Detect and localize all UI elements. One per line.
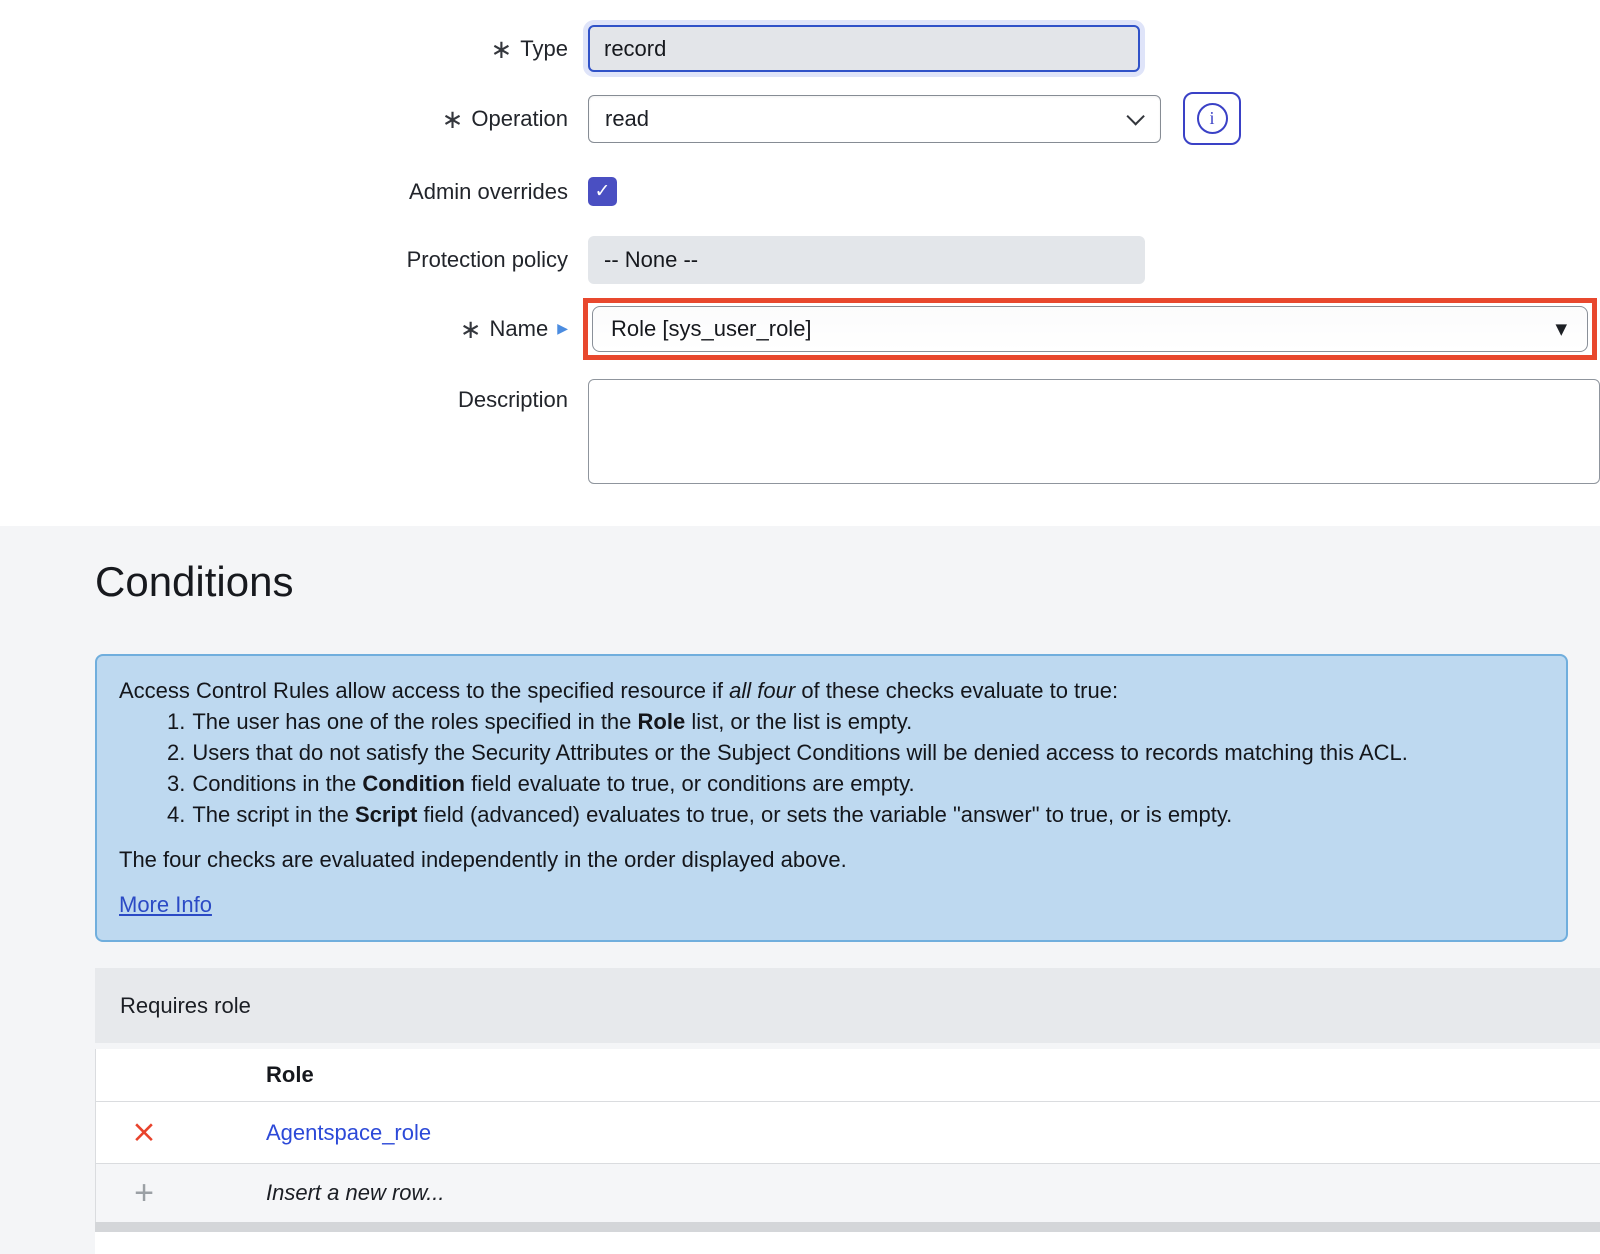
add-row-icon[interactable]: +: [134, 1174, 154, 1212]
field-row-operation: [0, 92, 1600, 145]
required-marker-icon: ∗: [441, 104, 464, 135]
field-row-name: [0, 298, 1600, 360]
description-textarea[interactable]: [588, 379, 1600, 484]
acl-info-message: [95, 654, 1568, 942]
name-label: ∗ Name ▶: [459, 315, 568, 345]
operation-select[interactable]: [588, 95, 1161, 143]
protection-policy-field[interactable]: -- None --: [588, 236, 1145, 284]
chevron-down-icon: [1126, 107, 1144, 125]
info-list-item: 2. Users that do not satisfy the Security Attributes or the Subject Conditions will be denied access to records matching this ACL.: [167, 740, 1408, 765]
info-list-item: 4. The script in the Script field (advanced) evaluates to true, or sets the variable "answer" to true, or is empty.: [167, 802, 1233, 827]
field-row-protection-policy: [0, 236, 1600, 284]
delete-row-icon[interactable]: ×: [131, 1114, 157, 1150]
field-row-admin-overrides: [0, 177, 1600, 206]
name-selected-value: Role [sys_user_role]: [611, 316, 812, 341]
admin-overrides-checkbox[interactable]: [588, 177, 617, 206]
related-list-header: Requires role: [95, 968, 1600, 1043]
acl-form: [0, 0, 1600, 484]
reference-arrow-icon: ▶: [557, 321, 568, 337]
table-header-row: [96, 1049, 1600, 1101]
info-circle-icon: i: [1197, 103, 1228, 134]
info-intro: Access Control Rules allow access to the specified resource if all four of these checks evaluate to true:: [119, 678, 1119, 703]
name-highlight-annotation: [583, 298, 1597, 360]
conditions-section: [0, 526, 1600, 1254]
operation-label: ∗ Operation: [441, 104, 568, 135]
role-link[interactable]: Agentspace_role: [266, 1119, 432, 1145]
description-label: Description: [457, 387, 568, 412]
table-row: [96, 1101, 1600, 1163]
required-marker-icon: ∗: [459, 315, 482, 345]
required-marker-icon: ∗: [490, 34, 513, 65]
caret-down-icon: ▼: [1555, 320, 1567, 338]
insert-new-row[interactable]: [96, 1163, 1600, 1222]
role-column-header: Role: [266, 1062, 314, 1087]
field-row-type: [0, 25, 1600, 72]
type-label: ∗ Type: [490, 34, 568, 65]
info-footer: The four checks are evaluated independently in the order displayed above.: [119, 847, 847, 872]
operation-info-button[interactable]: [1183, 92, 1241, 145]
horizontal-scrollbar[interactable]: [95, 1222, 1600, 1232]
admin-overrides-label: Admin overrides: [409, 178, 568, 204]
conditions-heading: Conditions: [95, 558, 294, 605]
insert-row-label: Insert a new row...: [266, 1180, 445, 1205]
protection-policy-label: Protection policy: [406, 247, 568, 272]
operation-selected-value: read: [605, 105, 650, 131]
more-info-link[interactable]: More Info: [119, 892, 212, 917]
type-input[interactable]: [588, 25, 1140, 72]
checkmark-icon: ✓: [594, 181, 611, 202]
name-select[interactable]: [592, 306, 1588, 352]
info-list-item: 1. The user has one of the roles specified in the Role list, or the list is empty.: [167, 709, 913, 734]
info-list-item: 3. Conditions in the Condition field evaluate to true, or conditions are empty.: [167, 771, 915, 796]
field-row-description: [0, 379, 1600, 484]
next-panel-edge: [95, 1232, 1600, 1254]
requires-role-table: [95, 1049, 1600, 1222]
